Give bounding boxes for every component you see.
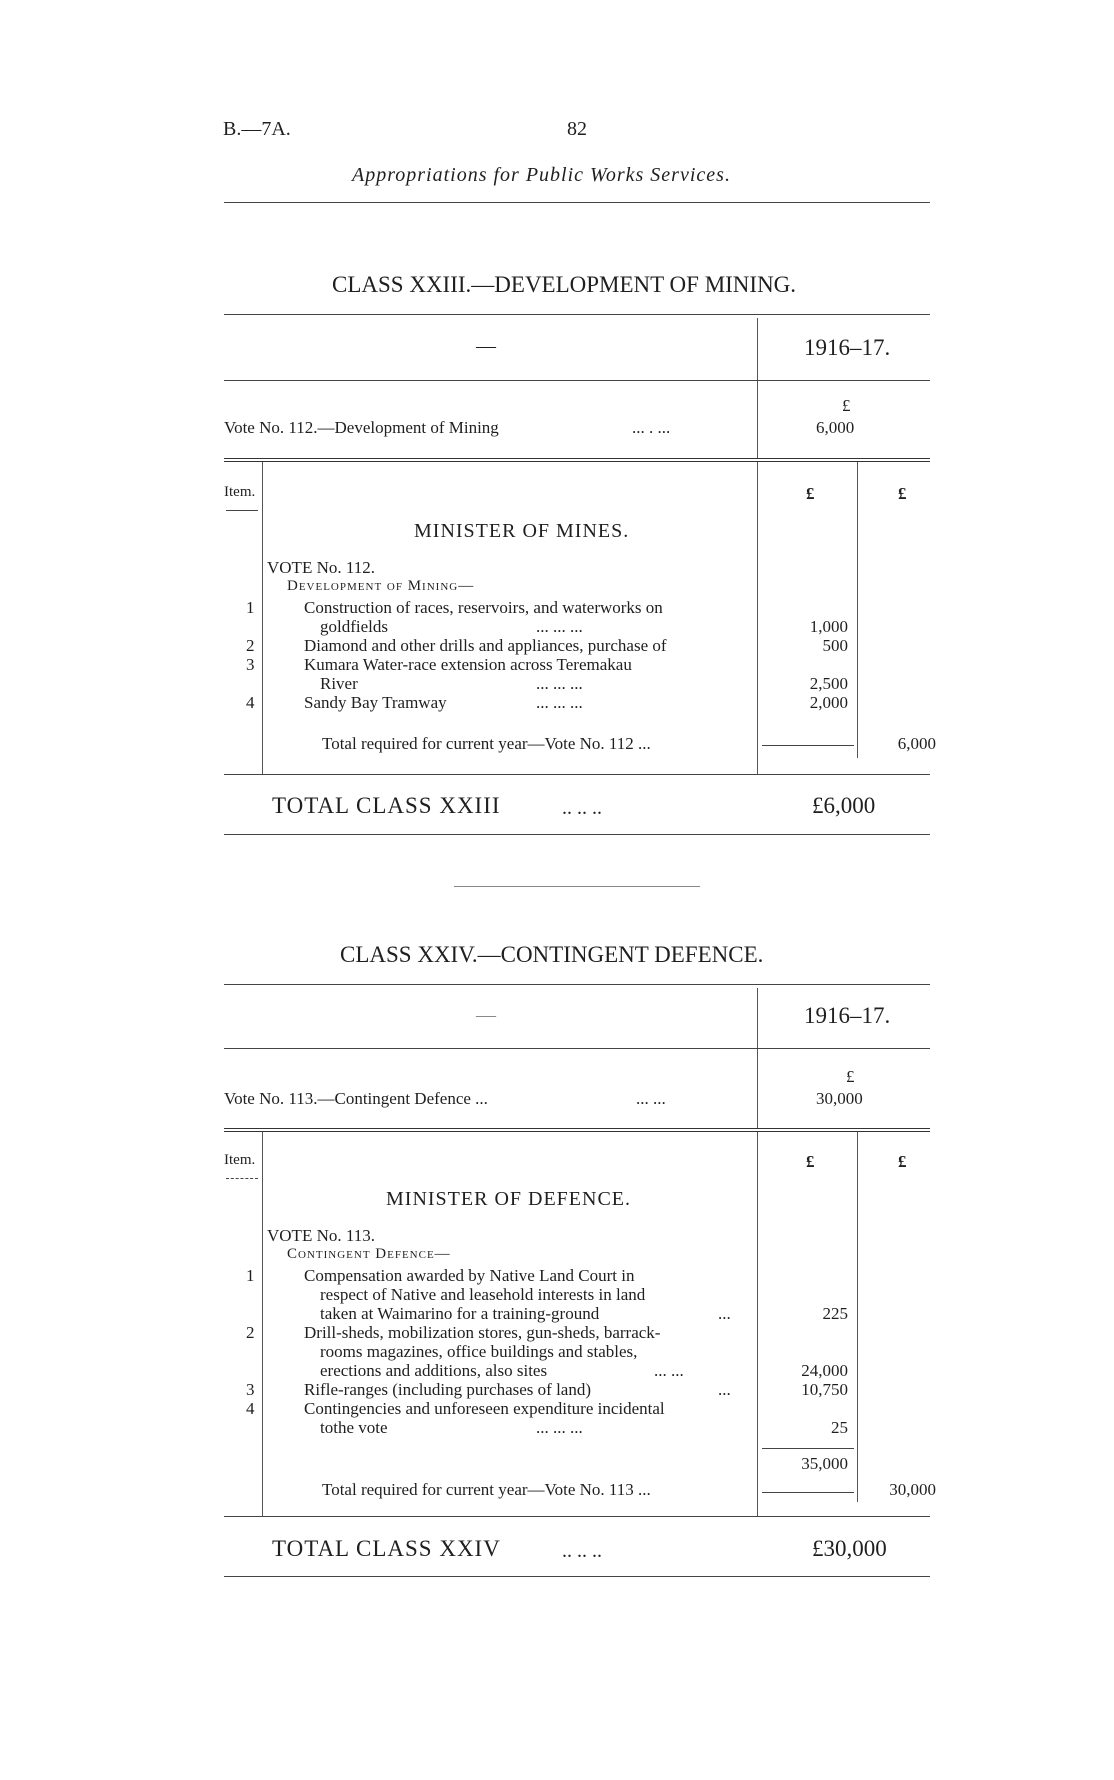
class-xxiv-item-4-amount: 25 xyxy=(831,1418,848,1437)
page-title: Appropriations for Public Works Services. xyxy=(352,164,731,186)
class-xxiv-total-label: Total required for current year—Vote No. 113 ... xyxy=(322,1480,651,1499)
class-xxiv-item-column-header: Item. xyxy=(224,1152,256,1168)
class-xxiii-item-3-number: 3 xyxy=(246,655,255,674)
class-xxiii-currency-a: £ xyxy=(806,484,815,503)
class-xxiii-item-1-description: Construction of races, reservoirs, and waterworks on xyxy=(304,598,663,617)
class-xxiii-item-2-description: Diamond and other drills and appliances, purchase of xyxy=(304,636,667,655)
class-xxiii-dash: — xyxy=(476,335,496,357)
class-xxiv-item-1-number: 1 xyxy=(246,1266,255,1285)
class-xxiii-item-2-number: 2 xyxy=(246,636,255,655)
class-xxiv-total-dash xyxy=(762,1492,854,1493)
class-xxiv-item-underline xyxy=(226,1178,258,1179)
class-xxiii-item-1-amount: 1,000 xyxy=(809,617,848,636)
class-xxiii-vote-line: Vote No. 112.—Development of Mining xyxy=(224,418,499,437)
header-rule xyxy=(224,202,930,203)
class-xxiv-vote-amount: 30,000 xyxy=(816,1089,863,1108)
class-xxiii-vote-leaders: ... . ... xyxy=(632,418,671,437)
class-xxiv-vote-line: Vote No. 113.—Contingent Defence ... xyxy=(224,1089,488,1108)
class-xxiii-table-rule xyxy=(224,458,930,462)
class-xxiv-subhead: Contingent Defence— xyxy=(287,1246,451,1262)
class-xxiv-item-2-line-2: rooms magazines, office buildings and stables, xyxy=(320,1342,638,1361)
class-xxiii-item-4-amount: 2,000 xyxy=(809,693,848,712)
class-xxiv-item-1-leaders: ... xyxy=(718,1304,731,1323)
class-xxiv-heading: CLASS XXIV.—CONTINGENT DEFENCE. xyxy=(340,942,764,967)
class-xxiv-subtotal: 35,000 xyxy=(801,1454,848,1473)
class-xxiv-total-class-label: TOTAL CLASS XXIV xyxy=(272,1536,501,1561)
class-xxiii-total-class-amount: £6,000 xyxy=(812,793,876,818)
class-xxiii-item-3-amount: 2,500 xyxy=(809,674,848,693)
class-xxiv-subtotal-rule xyxy=(762,1448,854,1449)
class-xxiii-item-3-continuation: River xyxy=(320,674,358,693)
class-xxiii-year-divider xyxy=(757,318,758,458)
class-xxiii-top-rule xyxy=(224,314,930,315)
class-xxiv-vote-leaders: ... ... xyxy=(636,1089,666,1108)
class-xxiv-item-4-leaders: ... ... ... xyxy=(536,1418,583,1437)
class-xxiv-item-3-number: 3 xyxy=(246,1380,255,1399)
class-xxiv-item-2-number: 2 xyxy=(246,1323,255,1342)
class-xxiii-item-3-description: Kumara Water-race extension across Teremakau xyxy=(304,655,632,674)
class-xxiv-item-1-line-2: respect of Native and leasehold interests in land xyxy=(320,1285,646,1304)
class-xxiii-currency-b: £ xyxy=(898,484,907,503)
class-xxiii-minister: MINISTER OF MINES. xyxy=(414,520,630,542)
class-xxiii-total-label: Total required for current year—Vote No. 112 ... xyxy=(322,734,651,753)
class-xxiv-dash: — xyxy=(476,1004,496,1026)
class-xxiv-item-divider xyxy=(262,1132,263,1516)
class-xxiii-item-underline xyxy=(226,510,258,511)
page-number: 82 xyxy=(567,118,587,140)
class-xxiii-total-amount: 6,000 xyxy=(897,734,936,753)
class-xxiv-item-4-line-2: tothe vote xyxy=(320,1418,388,1437)
class-xxiv-table-rule xyxy=(224,1128,930,1132)
class-xxiv-item-1-line-1: Compensation awarded by Native Land Court in xyxy=(304,1266,635,1285)
class-xxiv-item-4-line-1: Contingencies and unforeseen expenditure incidental xyxy=(304,1399,665,1418)
class-xxiii-total-dash xyxy=(762,745,854,746)
class-xxiii-col-divider-a xyxy=(757,462,758,774)
class-xxiv-item-3-line-1: Rifle-ranges (including purchases of land) xyxy=(304,1380,592,1399)
class-xxiii-year: 1916–17. xyxy=(804,335,891,360)
class-xxiii-item-divider xyxy=(262,462,263,774)
class-xxiv-top-rule xyxy=(224,984,930,985)
class-xxiv-item-2-amount: 24,000 xyxy=(801,1361,848,1380)
class-xxiii-vote-amount: 6,000 xyxy=(816,418,855,437)
class-xxiii-item-2-amount: 500 xyxy=(822,636,848,655)
class-xxiv-currency-a: £ xyxy=(806,1152,815,1171)
class-xxiv-total-class-leaders: .. .. .. xyxy=(562,1540,602,1562)
class-xxiii-subhead: Development of Mining— xyxy=(287,578,475,594)
class-xxiv-vote-currency: £ xyxy=(846,1067,855,1086)
class-xxiv-col-divider-a xyxy=(757,1132,758,1516)
class-xxiii-item-3-leaders: ... ... ... xyxy=(536,674,583,693)
class-xxiv-minister: MINISTER OF DEFENCE. xyxy=(386,1188,632,1210)
section-separator xyxy=(454,886,700,887)
class-xxiii-item-1-number: 1 xyxy=(246,598,255,617)
class-xxiv-total-class-amount: £30,000 xyxy=(812,1536,887,1561)
class-xxiv-year-divider xyxy=(757,988,758,1128)
class-xxiv-year-rule xyxy=(224,1048,930,1049)
class-xxiii-item-4-leaders: ... ... ... xyxy=(536,693,583,712)
class-xxiii-vote-number: VOTE No. 112. xyxy=(267,558,375,577)
class-xxiv-item-1-line-3: taken at Waimarino for a training-ground xyxy=(320,1304,600,1323)
class-xxiv-item-2-line-1: Drill-sheds, mobilization stores, gun-sheds, barrack- xyxy=(304,1323,661,1342)
class-xxiv-item-2-line-3: erections and additions, also sites xyxy=(320,1361,548,1380)
class-xxiii-item-4-description: Sandy Bay Tramway xyxy=(304,693,447,712)
document-reference: B.—7A. xyxy=(223,118,291,140)
class-xxiii-table-bottom-rule xyxy=(224,774,930,775)
class-xxiv-end-rule xyxy=(224,1576,930,1577)
class-xxiv-item-2-leaders: ... ... xyxy=(654,1361,684,1380)
class-xxiv-item-3-amount: 10,750 xyxy=(801,1380,848,1399)
class-xxiii-col-divider-b xyxy=(857,462,858,758)
class-xxiii-end-rule xyxy=(224,834,930,835)
class-xxiii-item-4-number: 4 xyxy=(246,693,255,712)
class-xxiv-year: 1916–17. xyxy=(804,1003,891,1028)
class-xxiii-item-column-header: Item. xyxy=(224,484,256,500)
class-xxiii-item-1-leaders: ... ... ... xyxy=(536,617,583,636)
class-xxiii-vote-currency: £ xyxy=(842,396,851,415)
class-xxiv-col-divider-b xyxy=(857,1132,858,1502)
class-xxiii-heading: CLASS XXIII.—DEVELOPMENT OF MINING. xyxy=(332,272,797,297)
class-xxiii-year-rule xyxy=(224,380,930,381)
class-xxiv-item-4-number: 4 xyxy=(246,1399,255,1418)
class-xxiv-currency-b: £ xyxy=(898,1152,907,1171)
class-xxiii-item-1-continuation: goldfields xyxy=(320,617,388,636)
class-xxiii-total-class-label: TOTAL CLASS XXIII xyxy=(272,793,501,818)
class-xxiv-item-3-leaders: ... xyxy=(718,1380,731,1399)
class-xxiv-item-1-amount: 225 xyxy=(822,1304,848,1323)
class-xxiv-total-amount: 30,000 xyxy=(889,1480,936,1499)
class-xxiv-table-bottom-rule xyxy=(224,1516,930,1517)
class-xxiv-vote-number: VOTE No. 113. xyxy=(267,1226,375,1245)
class-xxiii-total-class-leaders: .. .. .. xyxy=(562,797,602,819)
